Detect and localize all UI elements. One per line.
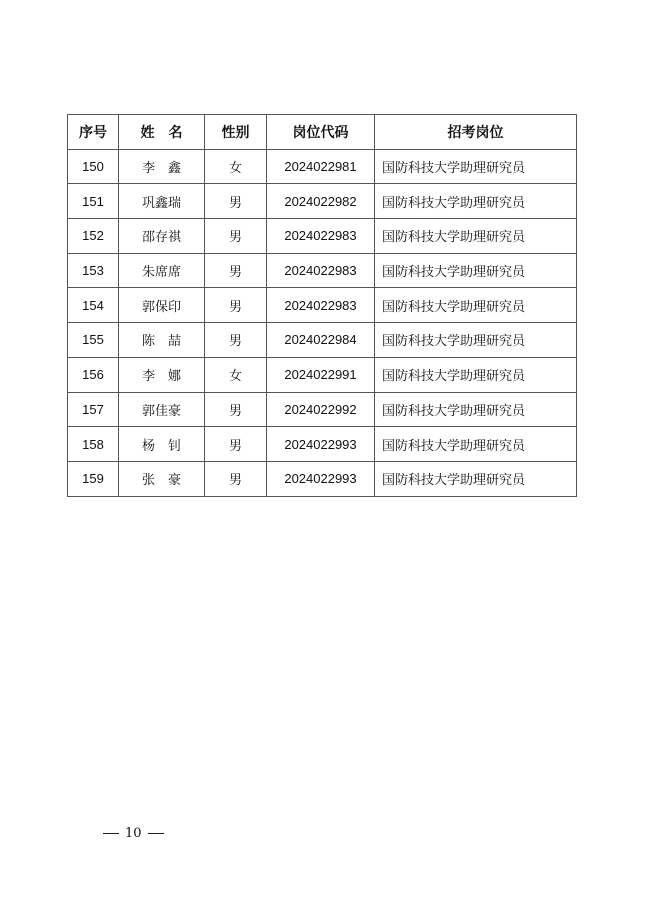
cell-post: 国防科技大学助理研究员 <box>375 149 577 184</box>
header-name: 姓 名 <box>119 115 205 150</box>
cell-post: 国防科技大学助理研究员 <box>375 392 577 427</box>
cell-name: 巩鑫瑞 <box>119 184 205 219</box>
cell-post: 国防科技大学助理研究员 <box>375 461 577 496</box>
cell-post-code: 2024022991 <box>267 357 375 392</box>
cell-post-code: 2024022984 <box>267 323 375 358</box>
cell-gender: 男 <box>205 392 267 427</box>
cell-name: 郭佳豪 <box>119 392 205 427</box>
cell-name: 张 豪 <box>119 461 205 496</box>
cell-post-code: 2024022983 <box>267 219 375 254</box>
cell-name: 李 鑫 <box>119 149 205 184</box>
table-row <box>68 288 577 323</box>
cell-serial: 157 <box>68 392 119 427</box>
table-row <box>68 323 577 358</box>
cell-serial: 153 <box>68 253 119 288</box>
cell-serial: 156 <box>68 357 119 392</box>
cell-gender: 女 <box>205 149 267 184</box>
cell-name: 李 娜 <box>119 357 205 392</box>
cell-post: 国防科技大学助理研究员 <box>375 323 577 358</box>
cell-gender: 男 <box>205 253 267 288</box>
footer-dash-right <box>148 833 164 834</box>
candidate-table <box>67 114 577 497</box>
cell-gender: 男 <box>205 323 267 358</box>
table-row <box>68 219 577 254</box>
cell-post: 国防科技大学助理研究员 <box>375 288 577 323</box>
header-post: 招考岗位 <box>375 115 577 150</box>
table-row <box>68 357 577 392</box>
cell-gender: 男 <box>205 427 267 462</box>
cell-post: 国防科技大学助理研究员 <box>375 219 577 254</box>
table-row <box>68 461 577 496</box>
cell-serial: 154 <box>68 288 119 323</box>
cell-post: 国防科技大学助理研究员 <box>375 357 577 392</box>
cell-name: 杨 钊 <box>119 427 205 462</box>
cell-serial: 150 <box>68 149 119 184</box>
cell-name: 朱席席 <box>119 253 205 288</box>
table-row <box>68 184 577 219</box>
table-row <box>68 149 577 184</box>
cell-post-code: 2024022993 <box>267 461 375 496</box>
header-serial: 序号 <box>68 115 119 150</box>
cell-post-code: 2024022982 <box>267 184 375 219</box>
cell-name: 陈 喆 <box>119 323 205 358</box>
table-header-row <box>68 115 577 150</box>
cell-post: 国防科技大学助理研究员 <box>375 253 577 288</box>
cell-gender: 男 <box>205 288 267 323</box>
cell-gender: 男 <box>205 219 267 254</box>
cell-post: 国防科技大学助理研究员 <box>375 427 577 462</box>
header-post-code: 岗位代码 <box>267 115 375 150</box>
cell-post-code: 2024022983 <box>267 288 375 323</box>
footer-dash-left <box>103 833 119 834</box>
table-row <box>68 427 577 462</box>
table-row <box>68 253 577 288</box>
cell-name: 邵存祺 <box>119 219 205 254</box>
cell-post-code: 2024022992 <box>267 392 375 427</box>
cell-post-code: 2024022983 <box>267 253 375 288</box>
cell-serial: 159 <box>68 461 119 496</box>
page-number-footer <box>97 826 170 841</box>
cell-gender: 男 <box>205 461 267 496</box>
header-gender: 性别 <box>205 115 267 150</box>
cell-post-code: 2024022993 <box>267 427 375 462</box>
cell-serial: 158 <box>68 427 119 462</box>
cell-post: 国防科技大学助理研究员 <box>375 184 577 219</box>
cell-serial: 151 <box>68 184 119 219</box>
cell-name: 郭保印 <box>119 288 205 323</box>
page-number: 10 <box>125 826 142 841</box>
cell-serial: 152 <box>68 219 119 254</box>
table-row <box>68 392 577 427</box>
cell-gender: 女 <box>205 357 267 392</box>
cell-post-code: 2024022981 <box>267 149 375 184</box>
cell-serial: 155 <box>68 323 119 358</box>
cell-gender: 男 <box>205 184 267 219</box>
